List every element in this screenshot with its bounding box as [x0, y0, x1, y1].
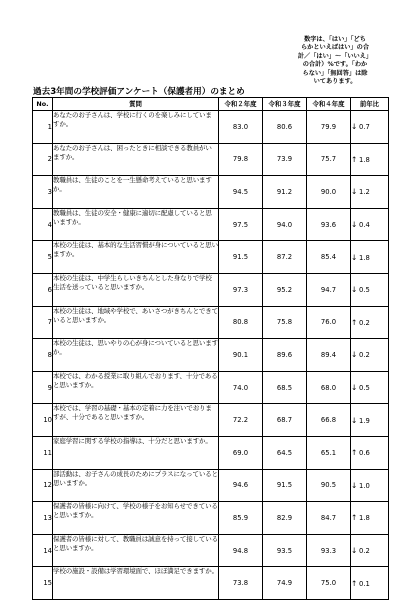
question-text: あなたのお子さんは、学校に行くのを楽しみにしていますか。 — [53, 111, 219, 144]
question-text: 保護者の皆様に対して、教職員は誠意を持って接していると思いますか。 — [53, 534, 219, 567]
change-value: 1.8 — [359, 155, 370, 164]
change-value: 0.2 — [359, 547, 370, 556]
table-row — [33, 371, 389, 404]
trend-arrow-icon: ↓ — [351, 383, 358, 393]
trend-arrow-icon: ↑ — [351, 154, 358, 164]
change-cell — [351, 241, 389, 274]
change-cell — [351, 273, 389, 306]
change-cell — [351, 534, 389, 567]
row-number: 5 — [33, 241, 53, 274]
col-header-r4: 令和４年度 — [307, 98, 351, 111]
question-text: 教職員は、生徒のことを一生懸命考えていると思いますか。 — [53, 176, 219, 209]
col-header-no: No. — [33, 98, 53, 111]
trend-arrow-icon: ↓ — [351, 285, 358, 295]
row-number: 9 — [33, 371, 53, 404]
question-text: 本校の生徒は、基本的な生活習慣が身についていると思いますか。 — [53, 241, 219, 274]
survey-note: 数字は、「はい」「どち らかといえばはい」の合 計／「はい」～「いいえ」 の合計）%です。「わか らない」「無回答」は除 いてあります。 — [297, 36, 373, 86]
col-header-diff: 前年比 — [351, 98, 389, 111]
value-r3: 74.9 — [263, 567, 307, 600]
survey-table — [32, 97, 389, 600]
row-number: 3 — [33, 176, 53, 209]
value-r4: 93.3 — [307, 534, 351, 567]
table-row — [33, 469, 389, 502]
table-row — [33, 567, 389, 600]
change-cell — [351, 143, 389, 176]
col-header-r3: 令和３年度 — [263, 98, 307, 111]
value-r4: 84.7 — [307, 502, 351, 535]
trend-arrow-icon: ↓ — [351, 350, 358, 360]
change-value: 1.8 — [359, 514, 370, 523]
question-text: 学校の施設・設備は学習環境面で、ほぼ満足できますか。 — [53, 567, 219, 600]
value-r3: 91.2 — [263, 176, 307, 209]
change-cell — [351, 469, 389, 502]
value-r3: 82.9 — [263, 502, 307, 535]
change-cell — [351, 111, 389, 144]
question-text: 本校の生徒は、中学生らしいきちんとした身なりで学校生活を送っていると思いますか。 — [53, 273, 219, 306]
question-text: 本校では、学習の基礎・基本の定着に力を注いでおりますが、十分であると思いますか。 — [53, 404, 219, 437]
trend-arrow-icon: ↑ — [351, 317, 358, 327]
change-value: 0.1 — [359, 579, 370, 588]
table-row — [33, 502, 389, 535]
question-text: 教職員は、生徒の安全・健康に適切に配慮していると思いますか。 — [53, 208, 219, 241]
value-r2: 69.0 — [219, 436, 263, 469]
value-r2: 90.1 — [219, 339, 263, 372]
value-r3: 75.8 — [263, 306, 307, 339]
value-r2: 94.5 — [219, 176, 263, 209]
trend-arrow-icon: ↓ — [351, 220, 358, 230]
row-number: 2 — [33, 143, 53, 176]
value-r2: 85.9 — [219, 502, 263, 535]
trend-arrow-icon: ↓ — [351, 415, 358, 425]
change-cell — [351, 176, 389, 209]
change-value: 1.0 — [359, 481, 370, 490]
table-row — [33, 404, 389, 437]
question-text: あなたのお子さんは、困ったときに相談できる教員がいますか。 — [53, 143, 219, 176]
table-row — [33, 273, 389, 306]
table-row — [33, 143, 389, 176]
change-value: 0.7 — [359, 123, 370, 132]
change-value: 0.5 — [359, 384, 370, 393]
trend-arrow-icon: ↓ — [351, 187, 358, 197]
change-cell — [351, 502, 389, 535]
question-text: 本校の生徒は、思いやりの心が身についていると思いますか。 — [53, 339, 219, 372]
header-row — [33, 98, 389, 111]
trend-arrow-icon: ↓ — [351, 480, 358, 490]
value-r4: 75.0 — [307, 567, 351, 600]
row-number: 15 — [33, 567, 53, 600]
value-r4: 76.0 — [307, 306, 351, 339]
change-value: 1.2 — [359, 188, 370, 197]
question-text: 部活動は、お子さんの成長のためにプラスになっていると思いますか。 — [53, 469, 219, 502]
change-value: 0.2 — [359, 351, 370, 360]
value-r4: 90.0 — [307, 176, 351, 209]
value-r4: 68.0 — [307, 371, 351, 404]
change-cell — [351, 306, 389, 339]
table-row — [33, 436, 389, 469]
row-number: 4 — [33, 208, 53, 241]
value-r4: 93.6 — [307, 208, 351, 241]
table-row — [33, 534, 389, 567]
value-r3: 87.2 — [263, 241, 307, 274]
table-row — [33, 176, 389, 209]
value-r4: 89.4 — [307, 339, 351, 372]
change-value: 0.6 — [359, 449, 370, 458]
change-cell — [351, 567, 389, 600]
table-row — [33, 339, 389, 372]
trend-arrow-icon: ↑ — [351, 513, 358, 523]
row-number: 14 — [33, 534, 53, 567]
value-r2: 80.8 — [219, 306, 263, 339]
table-row — [33, 208, 389, 241]
question-text: 保護者の皆様に向けて、学校の様子をお知らせできていると思いますか。 — [53, 502, 219, 535]
row-number: 10 — [33, 404, 53, 437]
value-r3: 73.9 — [263, 143, 307, 176]
trend-arrow-icon: ↓ — [351, 252, 358, 262]
change-value: 0.4 — [359, 221, 370, 230]
value-r4: 94.7 — [307, 273, 351, 306]
value-r2: 97.3 — [219, 273, 263, 306]
change-cell — [351, 436, 389, 469]
value-r2: 94.6 — [219, 469, 263, 502]
value-r3: 80.6 — [263, 111, 307, 144]
value-r3: 93.5 — [263, 534, 307, 567]
trend-arrow-icon: ↑ — [351, 448, 358, 458]
value-r4: 65.1 — [307, 436, 351, 469]
row-number: 7 — [33, 306, 53, 339]
value-r2: 74.0 — [219, 371, 263, 404]
col-header-r2: 令和２年度 — [219, 98, 263, 111]
value-r2: 91.5 — [219, 241, 263, 274]
change-cell — [351, 339, 389, 372]
row-number: 11 — [33, 436, 53, 469]
table-row — [33, 111, 389, 144]
value-r4: 90.5 — [307, 469, 351, 502]
trend-arrow-icon: ↓ — [351, 122, 358, 132]
value-r4: 66.8 — [307, 404, 351, 437]
value-r3: 64.5 — [263, 436, 307, 469]
row-number: 13 — [33, 502, 53, 535]
change-value: 1.9 — [359, 416, 370, 425]
row-number: 6 — [33, 273, 53, 306]
change-value: 0.5 — [359, 286, 370, 295]
row-number: 1 — [33, 111, 53, 144]
change-value: 1.8 — [359, 253, 370, 262]
question-text: 本校では、わかる授業に取り組んでおります、十分であると思いますか。 — [53, 371, 219, 404]
value-r4: 85.4 — [307, 241, 351, 274]
value-r4: 79.9 — [307, 111, 351, 144]
value-r3: 94.0 — [263, 208, 307, 241]
value-r2: 83.0 — [219, 111, 263, 144]
change-value: 0.2 — [359, 318, 370, 327]
page-title: 過去3年間の学校評価アンケート（保護者用）のまとめ — [33, 87, 245, 97]
value-r3: 68.7 — [263, 404, 307, 437]
value-r4: 75.7 — [307, 143, 351, 176]
table-row — [33, 306, 389, 339]
change-cell — [351, 208, 389, 241]
value-r2: 72.2 — [219, 404, 263, 437]
trend-arrow-icon: ↓ — [351, 546, 358, 556]
value-r3: 91.5 — [263, 469, 307, 502]
trend-arrow-icon: ↑ — [351, 578, 358, 588]
value-r2: 73.8 — [219, 567, 263, 600]
value-r2: 97.5 — [219, 208, 263, 241]
change-cell — [351, 371, 389, 404]
col-header-question: 質問 — [53, 98, 219, 111]
value-r3: 95.2 — [263, 273, 307, 306]
question-text: 家庭学習に関する学校の指導は、十分だと思いますか。 — [53, 436, 219, 469]
value-r3: 68.5 — [263, 371, 307, 404]
value-r2: 79.8 — [219, 143, 263, 176]
table-row — [33, 241, 389, 274]
value-r3: 89.6 — [263, 339, 307, 372]
value-r2: 94.8 — [219, 534, 263, 567]
row-number: 8 — [33, 339, 53, 372]
question-text: 本校の生徒は、地域や学校で、あいさつがきちんとできていると思いますか。 — [53, 306, 219, 339]
change-cell — [351, 404, 389, 437]
row-number: 12 — [33, 469, 53, 502]
